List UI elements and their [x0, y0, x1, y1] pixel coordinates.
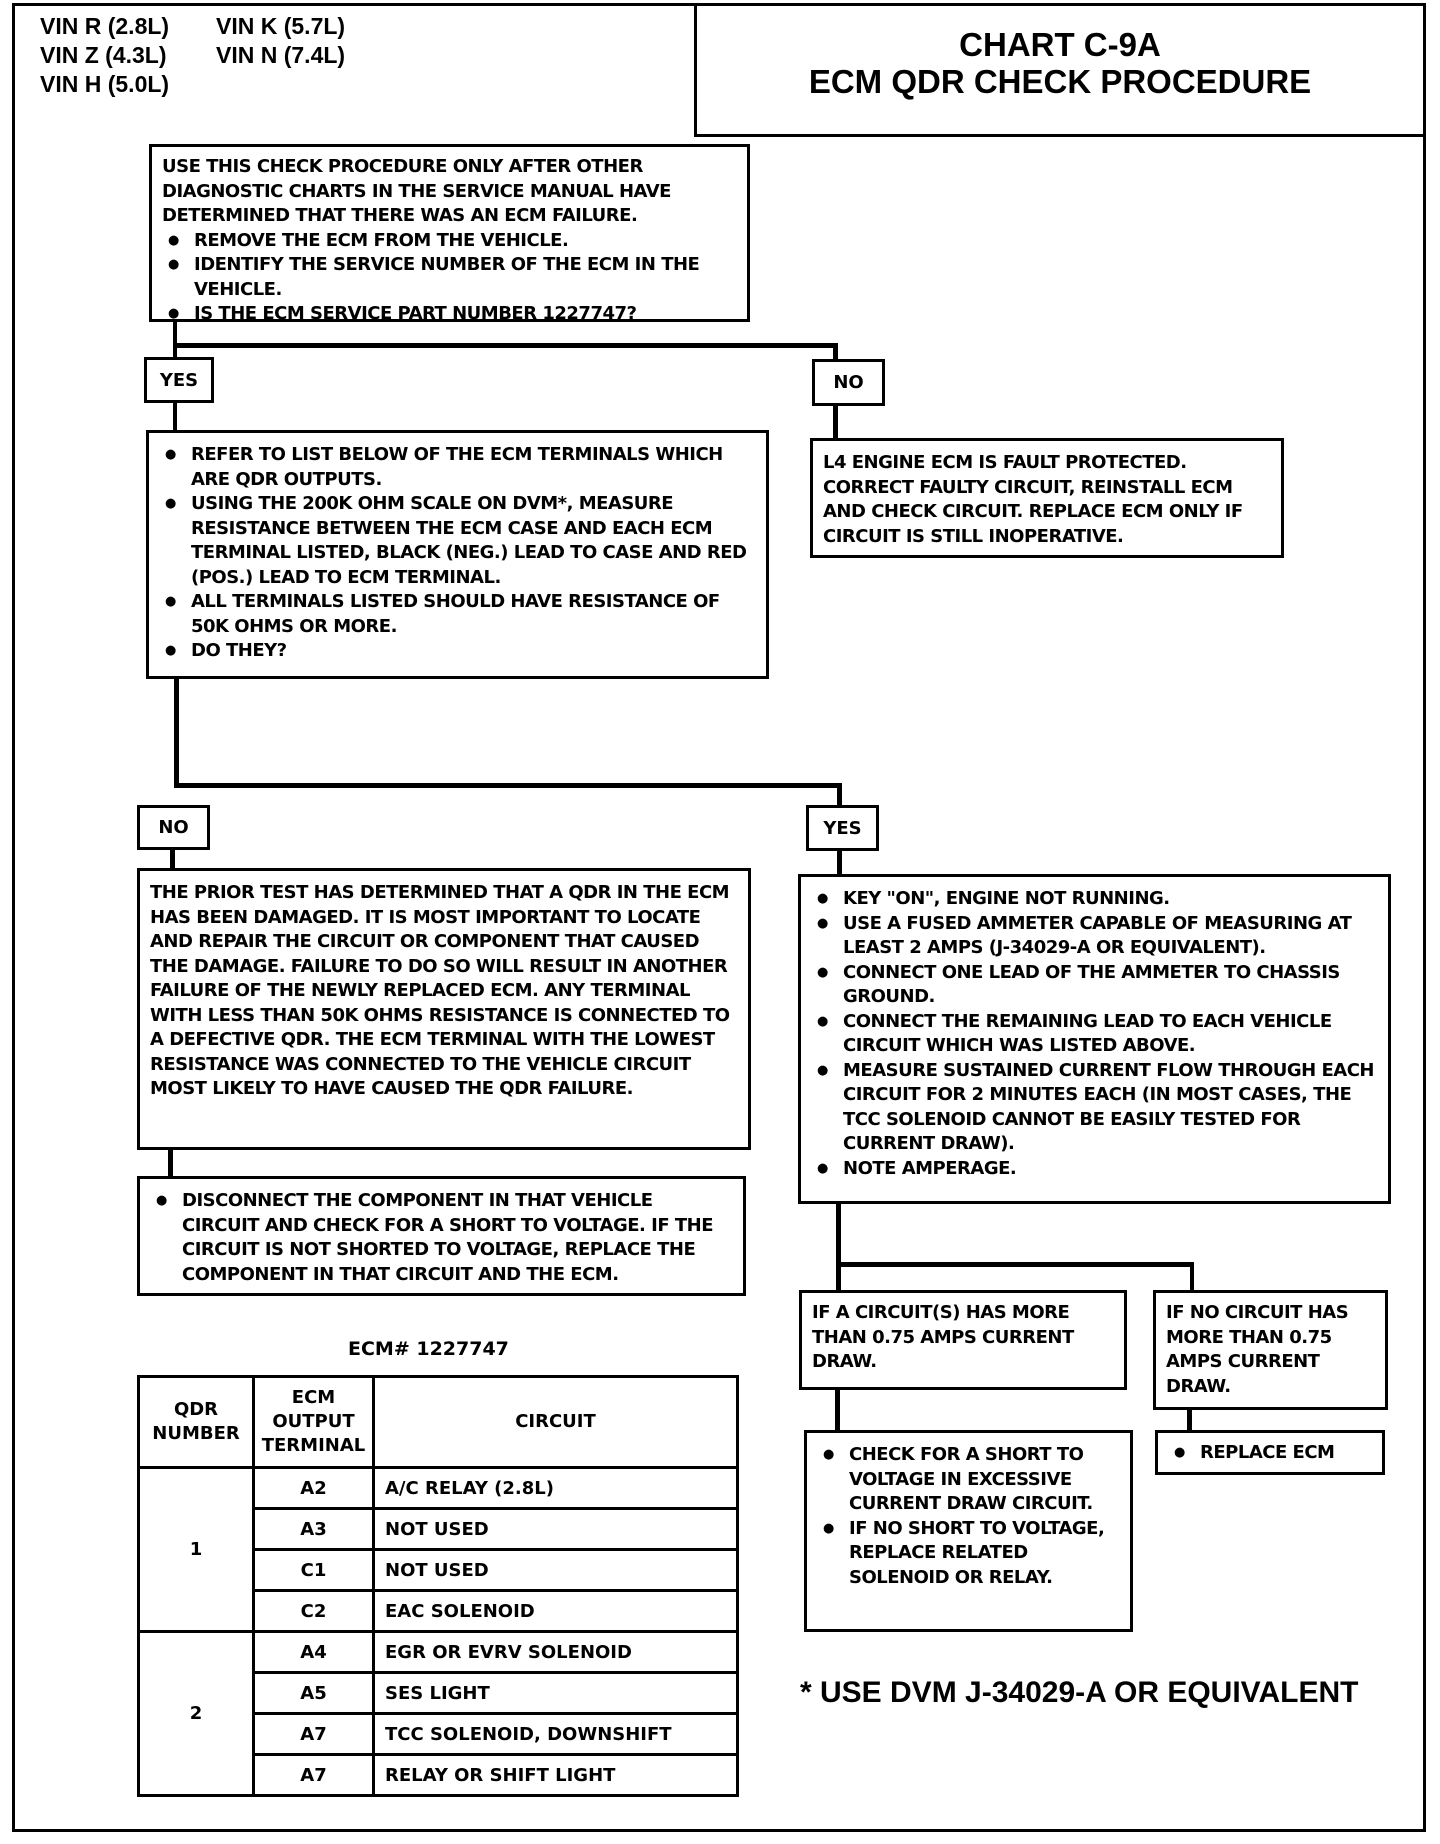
terminal-cell: A5 — [254, 1673, 374, 1714]
l4-fault-protected-box — [810, 438, 1284, 558]
chart-title-box — [694, 3, 1426, 137]
disconnect-bullet-list — [150, 1189, 733, 1287]
resistance-bullet: ● USING THE 200K OHM SCALE ON DVM*, MEASURE RESISTANCE BETWEEN THE ECM CASE AND EACH ECM TERMINAL LISTED, BLACK (NEG.) LEAD TO CASE AND RED (POS.) LEAD TO ECM TERMINAL. — [159, 492, 756, 590]
connector-line — [833, 343, 838, 359]
resistance-bullet: ● DO THEY? — [159, 639, 756, 664]
connector-line — [836, 1262, 1194, 1267]
start-bullet: ● REMOVE THE ECM FROM THE VEHICLE. — [162, 229, 737, 254]
table-header-row — [139, 1377, 738, 1468]
short-bullet-list — [817, 1443, 1120, 1590]
connector-line — [168, 1148, 173, 1178]
circuit-cell: NOT USED — [374, 1550, 738, 1591]
header-circuit: CIRCUIT — [374, 1377, 738, 1468]
connector-line — [170, 848, 175, 870]
ammeter-bullet: ● NOTE AMPERAGE. — [811, 1157, 1378, 1182]
start-bullet: ● IDENTIFY THE SERVICE NUMBER OF THE ECM IN THE VEHICLE. — [162, 253, 737, 302]
circuit-cell: A/C RELAY (2.8L) — [374, 1468, 738, 1509]
no-label: NO — [137, 805, 210, 850]
connector-line — [837, 783, 842, 807]
vin-k: VIN K (5.7L) — [216, 13, 346, 39]
under-limit-text: IF NO CIRCUIT HAS MORE THAN 0.75 AMPS CURRENT DRAW. — [1166, 1302, 1349, 1397]
terminal-cell: C2 — [254, 1591, 374, 1632]
ammeter-bullet: ● KEY "ON", ENGINE NOT RUNNING. — [811, 887, 1378, 912]
start-intro-text: USE THIS CHECK PROCEDURE ONLY AFTER OTHER DIAGNOSTIC CHARTS IN THE SERVICE MANUAL HAVE DETERMINED THAT THERE WAS AN ECM FAILURE. — [162, 156, 671, 226]
resistance-check-box — [146, 430, 769, 679]
connector-line — [174, 677, 179, 787]
ammeter-bullet: ● USE A FUSED AMMETER CAPABLE OF MEASURING AT LEAST 2 AMPS (J-34029-A OR EQUIVALENT). — [811, 912, 1378, 961]
prior-test-box — [137, 868, 751, 1150]
l4-text: L4 ENGINE ECM IS FAULT PROTECTED. CORRECT FAULTY CIRCUIT, REINSTALL ECM AND CHECK CIRCUIT. REPLACE ECM ONLY IF CIRCUIT IS STILL INOPERATIVE. — [823, 452, 1243, 547]
table-row — [139, 1632, 738, 1673]
resistance-bullet: ● REFER TO LIST BELOW OF THE ECM TERMINALS WHICH ARE QDR OUTPUTS. — [159, 443, 756, 492]
connector-line — [173, 343, 837, 348]
vin-r: VIN R (2.8L) — [40, 13, 170, 39]
over-limit-text: IF A CIRCUIT(S) HAS MORE THAN 0.75 AMPS CURRENT DRAW. — [812, 1302, 1074, 1372]
circuit-cell: EAC SOLENOID — [374, 1591, 738, 1632]
terminal-cell: A3 — [254, 1509, 374, 1550]
connector-line — [1190, 1262, 1194, 1292]
vin-z: VIN Z (4.3L) — [40, 42, 167, 68]
short-check-box — [804, 1430, 1133, 1632]
replace-bullet-list — [1168, 1441, 1372, 1466]
ammeter-bullet: ● MEASURE SUSTAINED CURRENT FLOW THROUGH EACH CIRCUIT FOR 2 MINUTES EACH (IN MOST CASES, THE TCC SOLENOID CANNOT BE EASILY TESTED FOR CURRENT DRAW). — [811, 1059, 1378, 1157]
terminal-cell: C1 — [254, 1550, 374, 1591]
qdr-number-cell: 1 — [139, 1468, 254, 1632]
connector-line — [833, 404, 838, 438]
start-bullet-list — [162, 229, 737, 327]
connector-line — [174, 783, 841, 788]
ammeter-bullet-list — [811, 887, 1378, 1181]
connector-line — [173, 401, 177, 431]
header-qdr-number: QDR NUMBER — [139, 1377, 254, 1468]
terminal-cell: A2 — [254, 1468, 374, 1509]
vin-h: VIN H (5.0L) — [40, 71, 170, 97]
terminal-cell: A4 — [254, 1632, 374, 1673]
over-limit-box — [799, 1290, 1127, 1390]
ammeter-bullet: ● CONNECT THE REMAINING LEAD TO EACH VEHICLE CIRCUIT WHICH WAS LISTED ABOVE. — [811, 1010, 1378, 1059]
circuit-cell: SES LIGHT — [374, 1673, 738, 1714]
under-limit-box — [1153, 1290, 1388, 1410]
no-label: NO — [812, 359, 885, 406]
prior-test-text: THE PRIOR TEST HAS DETERMINED THAT A QDR IN THE ECM HAS BEEN DAMAGED. IT IS MOST IMPORTANT TO LOCATE AND REPAIR THE CIRCUIT OR COMPONENT THAT CAUSED THE DAMAGE. FAILURE TO DO SO WILL RESULT IN ANOTHER FAILURE OF THE NEWLY REPLACED ECM. ANY TERMINAL WITH LESS THAN 50K OHMS RESISTANCE IS CONNECTED TO A DEFECTIVE QDR. THE ECM TERMINAL WITH THE LOWEST RESISTANCE WAS CONNECTED TO THE VEHICLE CIRCUIT MOST LIKELY TO HAVE CAUSED THE QDR FAILURE. — [150, 882, 730, 1099]
disconnect-component-box — [137, 1176, 746, 1296]
ammeter-bullet: ● CONNECT ONE LEAD OF THE AMMETER TO CHASSIS GROUND. — [811, 961, 1378, 1010]
short-bullet: ● CHECK FOR A SHORT TO VOLTAGE IN EXCESSIVE CURRENT DRAW CIRCUIT. — [817, 1443, 1120, 1517]
chart-number: CHART C-9A — [959, 26, 1161, 63]
disconnect-bullet: ● DISCONNECT THE COMPONENT IN THAT VEHICLE CIRCUIT AND CHECK FOR A SHORT TO VOLTAGE. IF THE CIRCUIT IS NOT SHORTED TO VOLTAGE, REPLACE THE COMPONENT IN THAT CIRCUIT AND THE ECM. — [150, 1189, 733, 1287]
table-row — [139, 1468, 738, 1509]
header-ecm-output-terminal: ECM OUTPUT TERMINAL — [254, 1377, 374, 1468]
resistance-bullet-list — [159, 443, 756, 664]
yes-label: YES — [144, 357, 214, 403]
short-bullet: ● IF NO SHORT TO VOLTAGE, REPLACE RELATED SOLENOID OR RELAY. — [817, 1517, 1120, 1591]
yes-label: YES — [806, 805, 879, 851]
circuit-cell: EGR OR EVRV SOLENOID — [374, 1632, 738, 1673]
connector-line — [835, 1388, 840, 1434]
ammeter-check-box — [798, 874, 1391, 1204]
connector-line — [836, 1202, 841, 1292]
start-bullet: ● IS THE ECM SERVICE PART NUMBER 1227747? — [162, 302, 737, 327]
qdr-terminal-table — [137, 1375, 739, 1797]
chart-title: ECM QDR CHECK PROCEDURE — [808, 63, 1312, 100]
dvm-footnote: * USE DVM J-34029-A OR EQUIVALENT — [800, 1676, 1359, 1709]
circuit-cell: NOT USED — [374, 1509, 738, 1550]
vin-n: VIN N (7.4L) — [216, 42, 346, 68]
table-caption: ECM# 1227747 — [348, 1338, 509, 1360]
replace-bullet: ● REPLACE ECM — [1168, 1441, 1372, 1466]
circuit-cell: RELAY OR SHIFT LIGHT — [374, 1755, 738, 1796]
replace-ecm-box — [1155, 1430, 1385, 1475]
terminal-cell: A7 — [254, 1714, 374, 1755]
circuit-cell: TCC SOLENOID, DOWNSHIFT — [374, 1714, 738, 1755]
terminal-cell: A7 — [254, 1755, 374, 1796]
qdr-number-cell: 2 — [139, 1632, 254, 1796]
resistance-bullet: ● ALL TERMINALS LISTED SHOULD HAVE RESISTANCE OF 50K OHMS OR MORE. — [159, 590, 756, 639]
connector-line — [837, 849, 842, 876]
start-question-box — [149, 144, 750, 322]
